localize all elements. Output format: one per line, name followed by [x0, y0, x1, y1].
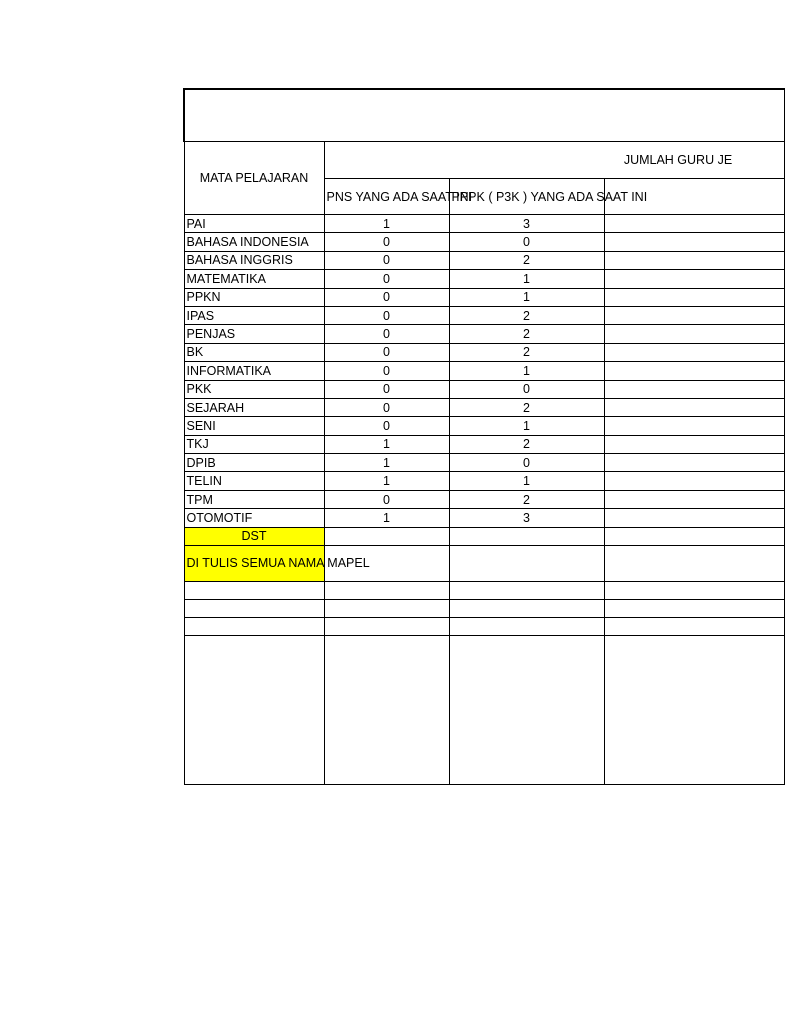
- pppk-cell[interactable]: 2: [449, 398, 604, 416]
- extra-cell[interactable]: [604, 509, 784, 527]
- extra-cell[interactable]: [604, 270, 784, 288]
- subject-cell[interactable]: IPAS: [184, 306, 324, 324]
- table-row: [184, 270, 784, 288]
- table-row: [184, 398, 784, 416]
- table-row: [184, 233, 784, 251]
- group-header-cell[interactable]: [324, 142, 784, 179]
- header-row-1: [184, 142, 784, 179]
- pns-cell[interactable]: 1: [324, 454, 449, 472]
- extra-cell[interactable]: [604, 233, 784, 251]
- table-row: [184, 362, 784, 380]
- pns-header-cell[interactable]: PNS YANG ADA SAAT INI: [324, 179, 449, 215]
- pppk-cell[interactable]: 2: [449, 325, 604, 343]
- pppk-cell[interactable]: [449, 527, 604, 545]
- subject-cell[interactable]: PPKN: [184, 288, 324, 306]
- table-row: [184, 215, 784, 233]
- title-row: [184, 89, 784, 142]
- table-row: [184, 417, 784, 435]
- table-row: [184, 325, 784, 343]
- subject-cell[interactable]: SEJARAH: [184, 398, 324, 416]
- dst-row: [184, 527, 784, 545]
- subject-cell[interactable]: OTOMOTIF: [184, 509, 324, 527]
- subject-cell[interactable]: PENJAS: [184, 325, 324, 343]
- table-title-cell[interactable]: [184, 89, 784, 142]
- extra-cell[interactable]: [604, 472, 784, 490]
- extra-cell[interactable]: [604, 635, 784, 784]
- pns-cell[interactable]: 0: [324, 270, 449, 288]
- subject-cell[interactable]: [184, 617, 324, 635]
- pns-cell[interactable]: 1: [324, 215, 449, 233]
- pns-cell[interactable]: 0: [324, 380, 449, 398]
- table-row: [184, 306, 784, 324]
- pppk-cell[interactable]: 1: [449, 288, 604, 306]
- extra-cell[interactable]: [604, 435, 784, 453]
- group-header-text: JUMLAH GURU JE: [623, 153, 733, 167]
- pppk-cell[interactable]: [449, 599, 604, 617]
- table-row: [184, 454, 784, 472]
- pppk-cell[interactable]: 1: [449, 362, 604, 380]
- pns-cell[interactable]: 0: [324, 417, 449, 435]
- pns-cell[interactable]: 1: [324, 509, 449, 527]
- pns-cell[interactable]: [324, 635, 449, 784]
- blank-row: [184, 617, 784, 635]
- table-row: [184, 380, 784, 398]
- pppk-cell[interactable]: 1: [449, 472, 604, 490]
- table-row: [184, 343, 784, 361]
- subject-header-cell[interactable]: MATA PELAJARAN: [184, 142, 324, 215]
- pppk-cell[interactable]: [449, 581, 604, 599]
- subject-cell[interactable]: BK: [184, 343, 324, 361]
- pppk-cell[interactable]: 0: [449, 233, 604, 251]
- blank-row: [184, 599, 784, 617]
- table-row: [184, 435, 784, 453]
- teacher-count-table: [183, 88, 785, 785]
- extra-cell[interactable]: [604, 362, 784, 380]
- pns-cell[interactable]: [324, 599, 449, 617]
- pppk-cell[interactable]: 1: [449, 270, 604, 288]
- pppk-cell[interactable]: 2: [449, 490, 604, 508]
- pppk-cell[interactable]: 2: [449, 435, 604, 453]
- pppk-cell[interactable]: 3: [449, 509, 604, 527]
- pppk-cell[interactable]: 2: [449, 306, 604, 324]
- pppk-cell[interactable]: [449, 617, 604, 635]
- extra-cell[interactable]: [604, 454, 784, 472]
- pns-cell[interactable]: 1: [324, 472, 449, 490]
- pns-cell[interactable]: 0: [324, 398, 449, 416]
- extra-cell[interactable]: [604, 306, 784, 324]
- pns-cell[interactable]: [324, 581, 449, 599]
- extra-cell[interactable]: [604, 417, 784, 435]
- pppk-cell[interactable]: [449, 635, 604, 784]
- blank-row: [184, 635, 784, 784]
- pppk-cell[interactable]: 0: [449, 380, 604, 398]
- subject-cell[interactable]: SENI: [184, 417, 324, 435]
- subject-cell[interactable]: BAHASA INDONESIA: [184, 233, 324, 251]
- pns-cell[interactable]: [324, 617, 449, 635]
- extra-cell[interactable]: [604, 343, 784, 361]
- pppk-cell[interactable]: 2: [449, 251, 604, 269]
- subject-cell[interactable]: INFORMATIKA: [184, 362, 324, 380]
- subject-cell[interactable]: DPIB: [184, 454, 324, 472]
- table-row: [184, 288, 784, 306]
- subject-cell[interactable]: TELIN: [184, 472, 324, 490]
- subject-cell[interactable]: MATEMATIKA: [184, 270, 324, 288]
- extra-cell[interactable]: [604, 545, 784, 581]
- extra-cell[interactable]: [604, 215, 784, 233]
- extra-cell[interactable]: [604, 527, 784, 545]
- extra-cell[interactable]: [604, 398, 784, 416]
- pns-cell[interactable]: 0: [324, 288, 449, 306]
- spreadsheet-view: [183, 88, 733, 793]
- pns-cell[interactable]: 0: [324, 325, 449, 343]
- pns-cell[interactable]: 0: [324, 343, 449, 361]
- pns-cell[interactable]: 1: [324, 435, 449, 453]
- pns-cell[interactable]: 0: [324, 490, 449, 508]
- pns-cell[interactable]: 0: [324, 251, 449, 269]
- subject-cell[interactable]: BAHASA INGGRIS: [184, 251, 324, 269]
- extra-cell[interactable]: [604, 599, 784, 617]
- pppk-cell[interactable]: 1: [449, 417, 604, 435]
- pppk-header-cell[interactable]: PPPK ( P3K ) YANG ADA SAAT INI: [449, 179, 604, 215]
- subject-cell[interactable]: [184, 635, 324, 784]
- subject-cell[interactable]: [184, 581, 324, 599]
- subject-cell[interactable]: TPM: [184, 490, 324, 508]
- pns-cell[interactable]: 0: [324, 306, 449, 324]
- table-row: [184, 251, 784, 269]
- extra-cell[interactable]: [604, 490, 784, 508]
- table-row: [184, 490, 784, 508]
- instruction-cell[interactable]: DI TULIS SEMUA NAMA MAPEL: [184, 545, 324, 581]
- pns-cell[interactable]: [324, 527, 449, 545]
- pns-cell[interactable]: 0: [324, 362, 449, 380]
- extra-cell[interactable]: [604, 325, 784, 343]
- instruction-row: [184, 545, 784, 581]
- pppk-cell[interactable]: 0: [449, 454, 604, 472]
- extra-cell[interactable]: [604, 251, 784, 269]
- subject-cell[interactable]: [184, 599, 324, 617]
- subject-cell[interactable]: PKK: [184, 380, 324, 398]
- pns-cell[interactable]: 0: [324, 233, 449, 251]
- extra-cell[interactable]: [604, 617, 784, 635]
- pppk-cell[interactable]: 2: [449, 343, 604, 361]
- table-row: [184, 509, 784, 527]
- extra-cell[interactable]: [604, 380, 784, 398]
- dst-cell[interactable]: DST: [184, 527, 324, 545]
- pppk-cell[interactable]: [449, 545, 604, 581]
- pppk-cell[interactable]: 3: [449, 215, 604, 233]
- subject-cell[interactable]: PAI: [184, 215, 324, 233]
- blank-row: [184, 581, 784, 599]
- subject-cell[interactable]: TKJ: [184, 435, 324, 453]
- table-row: [184, 472, 784, 490]
- extra-cell[interactable]: [604, 288, 784, 306]
- extra-cell[interactable]: [604, 581, 784, 599]
